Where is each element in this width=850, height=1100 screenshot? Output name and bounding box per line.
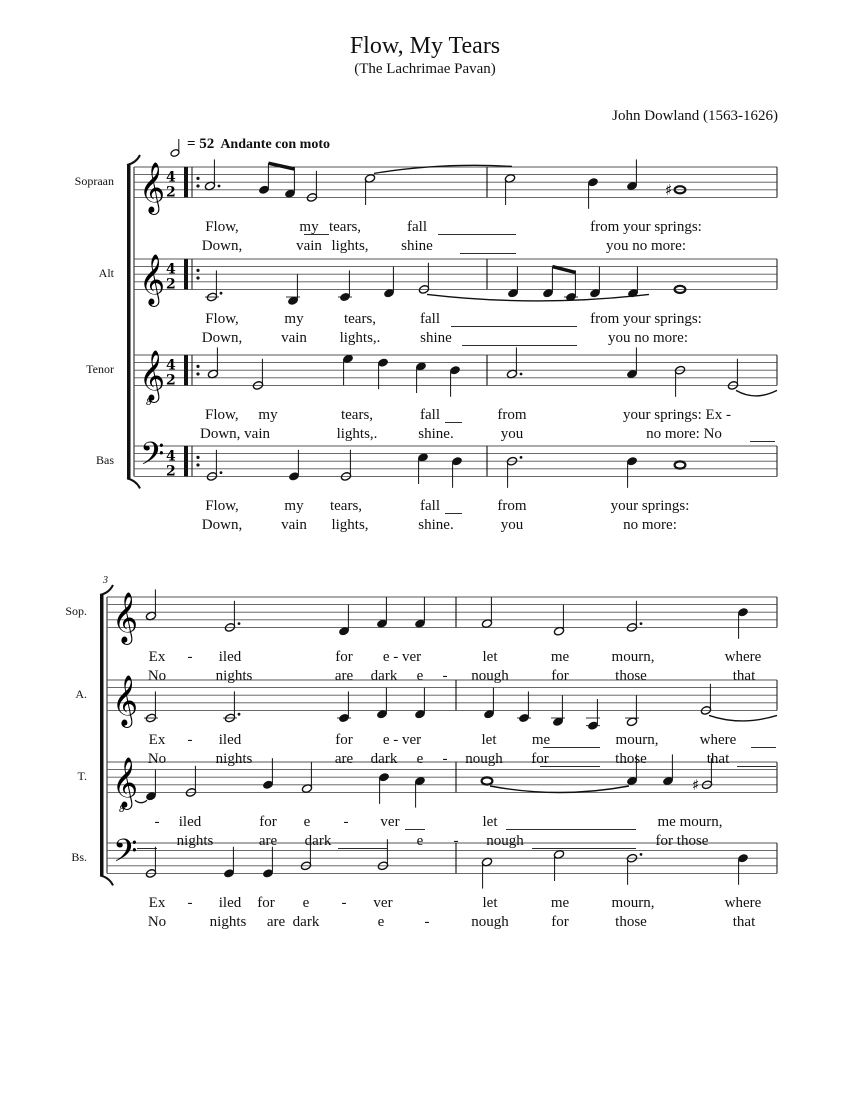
note [737,853,748,885]
instrument-name: Sop. [65,604,87,618]
lyric-syllable: Down, [201,238,243,255]
staff-sop [107,589,777,645]
lyric-syllable: for [335,649,353,666]
repeat-dot [196,269,199,272]
lyric-syllable: e [416,668,424,685]
time-sig-bottom: 2 [166,372,176,389]
sharp-icon: ♯ [692,775,700,794]
lyric-syllable: iled [178,814,202,831]
note [414,688,425,720]
lyric-syllable: Ex [148,732,166,749]
note [223,691,240,723]
composer: John Dowland (1563-1626) [612,108,778,124]
lyric-syllable: dark [370,751,398,768]
augmentation-dot [220,471,223,474]
note [414,776,425,808]
lyric-syllable: shine [401,238,433,255]
repeat-dot [196,184,199,187]
note [483,688,494,720]
note [377,358,388,390]
lyric-syllable: Ex [148,649,166,666]
octave-eight: 8 [119,805,125,816]
lyric-syllable: those [615,751,647,768]
note [626,456,637,488]
lyric-syllable: your springs: Ex - [623,407,731,424]
repeat-dot [196,372,199,375]
augmentation-dot [218,185,221,188]
lyric-syllable: Flow, [205,219,239,236]
note [144,691,158,723]
lyric-syllable: Down, [201,517,243,534]
lyric-syllable: those [615,914,647,931]
lyric-syllable: for [259,814,277,831]
tempo-text: Andante con moto [220,137,330,152]
lyric-syllable: Down, vain [200,426,270,443]
note [223,847,234,879]
lyric-syllable: my [284,498,304,515]
augmentation-dot [238,713,241,716]
lyric-syllable: nights [176,833,214,850]
lyric-syllable: me [550,649,570,666]
augmentation-dot [520,373,523,376]
lyric-syllable: tears, [328,219,362,236]
lyric-syllable: are [266,914,286,931]
note [506,347,522,379]
lyric-syllable: your springs: [610,498,690,515]
note [415,361,426,393]
score-title: Flow, My Tears [349,33,501,59]
lyric-syllable: - [424,914,430,931]
lyric-syllable: e [303,814,311,831]
whole-note-head [675,461,686,468]
lyric-syllable: shine. [418,426,454,443]
time-sig-top: 4 [166,169,176,186]
lyric-syllable: let [482,649,498,666]
note [414,597,425,629]
note [204,159,220,191]
lyric-syllable: e [416,833,424,850]
bracket-bottom [127,478,140,488]
lyric-syllable: - [187,649,193,666]
lyric-syllable: - [442,751,448,768]
tie [736,390,777,396]
note [376,688,387,720]
note [587,177,598,209]
lyric-syllable: mourn, [611,895,655,912]
note [564,270,578,302]
treble-clef-icon: 𝄞 [139,253,166,305]
note [376,597,387,629]
note [338,605,349,637]
sharp-icon: ♯ [665,180,673,199]
note [737,607,748,639]
lyric-syllable: tears, [340,407,374,424]
lyric-syllable: me [550,895,570,912]
treble-clef-icon: 𝄞 [112,674,139,726]
lyric-syllable: nough [471,668,509,685]
note [586,699,600,731]
lyric-syllable: Flow, [205,498,239,515]
score-subtitle: (The Lachrimae Pavan) [354,61,496,77]
lyric-syllable: you no more: [606,238,686,255]
tie [374,165,512,173]
bar-number: 3 [103,575,108,586]
note [553,605,564,637]
lyric-syllable: where [724,895,762,912]
treble-clef-icon: 𝄞 [139,161,166,213]
lyric-syllable: e - ver [382,649,422,666]
note [135,770,157,803]
bass-clef-icon: 𝄢 [140,435,165,480]
note [205,270,222,302]
note [626,159,637,191]
note [145,589,156,621]
tie [490,786,629,793]
lyric-syllable: you [500,517,524,534]
lyric-syllable: for [531,751,549,768]
lyric-syllable: - [154,814,160,831]
time-sig-top: 4 [166,261,176,278]
lyric-syllable: for those [655,833,709,850]
instrument-name: A. [75,687,87,701]
lyric-syllable: Down, [201,330,243,347]
system-bracket [127,165,131,478]
note [417,452,428,484]
note [301,762,312,794]
lyric-syllable: no more: [623,517,677,534]
repeat-thick-bar [184,446,188,476]
lyric-syllable: let [481,732,497,749]
lyric-syllable: e [377,914,385,931]
lyric-syllable: me [531,732,551,749]
note [627,267,638,299]
lyric-syllable: iled [218,732,242,749]
treble-clef-icon: 𝄞 [139,349,166,401]
note [481,597,492,629]
beam [268,163,294,169]
note [337,691,351,723]
lyric-syllable: - [341,895,347,912]
augmentation-dot [640,853,643,856]
time-sig-bottom: 2 [166,463,176,480]
lyric-syllable: lights,. [336,426,378,443]
tempo-value: = 52 [187,136,215,152]
time-sig-bottom: 2 [166,276,176,293]
note [383,267,394,299]
note [625,695,639,727]
bracket-bottom [100,875,113,885]
octave-eight: 8 [146,398,152,409]
lyric-syllable: iled [218,895,242,912]
lyric-syllable: dark [370,668,398,685]
note [589,267,600,299]
time-sig-top: 4 [166,448,176,465]
bass-clef-icon: 𝄢 [113,832,138,877]
lyric-syllable: are [334,751,354,768]
lyric-syllable: vain [281,517,307,534]
note [262,847,273,879]
note [553,849,564,881]
whole-note-head [482,777,493,784]
lyric-syllable: my [284,311,304,328]
instrument-name: Bs. [71,850,87,864]
note [507,267,518,299]
lyric-syllable: ver [380,814,400,831]
lyric-syllable: lights, [331,238,369,255]
repeat-dot [196,456,199,459]
lyric-syllable: nough [486,833,524,850]
lyric-syllable: my [299,219,319,236]
augmentation-dot [520,456,523,459]
lyric-syllable: nough [471,914,509,931]
augmentation-dot [238,622,241,625]
note [451,456,462,488]
note [662,754,673,786]
lyric-syllable: those [615,668,647,685]
note [207,347,218,379]
treble-clef-icon: 𝄞 [112,756,139,808]
lyric-syllable: fall [420,498,440,515]
instrument-name: T. [77,769,87,783]
augmentation-dot [220,292,223,295]
lyric-syllable: No [147,751,167,768]
lyric-syllable: e - ver [382,732,422,749]
treble-clef-icon: 𝄞 [112,591,139,643]
lyric-syllable: vain [296,238,322,255]
lyric-syllable: - [187,732,193,749]
lyric-syllable: - [453,833,459,850]
repeat-dot [196,365,199,368]
lyric-syllable: you [500,426,524,443]
note [551,695,565,727]
lyric-syllable: shine. [418,517,454,534]
lyric-syllable: are [334,668,354,685]
lyric-syllable: iled [218,649,242,666]
lyric-syllable: dark [304,833,332,850]
repeat-dot [196,177,199,180]
lyric-syllable: for [551,914,569,931]
lyric-syllable: - [442,668,448,685]
lyric-syllable: that [732,668,756,685]
note [286,274,300,306]
note [481,857,492,889]
time-sig-top: 4 [166,357,176,374]
lyric-syllable: let [482,895,498,912]
instrument-name: Sopraan [74,174,114,188]
lyric-syllable: dark [292,914,320,931]
lyric-syllable: fall [420,311,440,328]
lyric-syllable: where [699,732,737,749]
lyric-syllable: from your springs: [590,311,702,328]
lyric-syllable: fall [407,219,427,236]
lyric-syllable: for [335,732,353,749]
repeat-dot [196,276,199,279]
note [504,173,515,205]
lyric-syllable: lights, [331,517,369,534]
lyric-syllable: for [551,668,569,685]
lyric-syllable: that [732,914,756,931]
time-sig-bottom: 2 [166,184,176,201]
repeat-dot [196,463,199,466]
lyric-syllable: e [302,895,310,912]
instrument-name: Tenor [86,362,114,376]
lyric-syllable: from your springs: [590,219,702,236]
lyric-syllable: for [257,895,275,912]
lyric-syllable: tears, [343,311,377,328]
lyric-syllable: are [258,833,278,850]
note [517,691,531,723]
lyric-syllable: Flow, [205,311,239,328]
note [338,270,352,302]
lyric-syllable: nough [465,751,503,768]
lyric-syllable: fall [420,407,440,424]
lyric-syllable: No [147,668,167,685]
lyric-syllable: nights [215,751,253,768]
note [342,354,353,386]
lyric-syllable: - [343,814,349,831]
lyric-syllable: Flow, [205,407,239,424]
beam [552,267,575,273]
note [262,758,273,790]
lyric-syllable: vain [281,330,307,347]
tie [427,294,649,301]
lyric-syllable: from [497,498,527,515]
instrument-name: Bas [96,453,114,467]
repeat-thick-bar [184,259,188,289]
lyric-syllable: mourn, [611,649,655,666]
lyric-syllable: mourn, [615,732,659,749]
lyric-syllable: ver [373,895,393,912]
augmentation-dot [640,622,643,625]
note [378,772,389,804]
repeat-thick-bar [184,355,188,385]
system-bracket [100,595,104,875]
lyric-syllable: No [147,914,167,931]
lyric-syllable: my [258,407,278,424]
lyric-syllable: e [416,751,424,768]
lyric-syllable: - [187,895,193,912]
instrument-name: Alt [98,266,114,280]
note [675,461,686,468]
repeat-thick-bar [184,167,188,197]
lyric-syllable: nights [209,914,247,931]
lyric-syllable: let [482,814,498,831]
lyric-syllable: nights [215,668,253,685]
note [284,167,295,199]
note [626,347,637,379]
lyric-syllable: you no more: [608,330,688,347]
lyric-syllable: me mourn, [657,814,723,831]
note [364,165,512,205]
note [288,450,299,482]
lyric-syllable: shine [420,330,452,347]
lyric-syllable: lights,. [339,330,381,347]
lyric-syllable: that [706,751,730,768]
lyric-syllable: from [497,407,527,424]
lyric-syllable: where [724,649,762,666]
lyric-syllable: Ex [148,895,166,912]
tie [709,715,777,721]
lyric-syllable: tears, [329,498,363,515]
lyric-syllable: no more: No [646,426,722,443]
note [449,365,460,397]
